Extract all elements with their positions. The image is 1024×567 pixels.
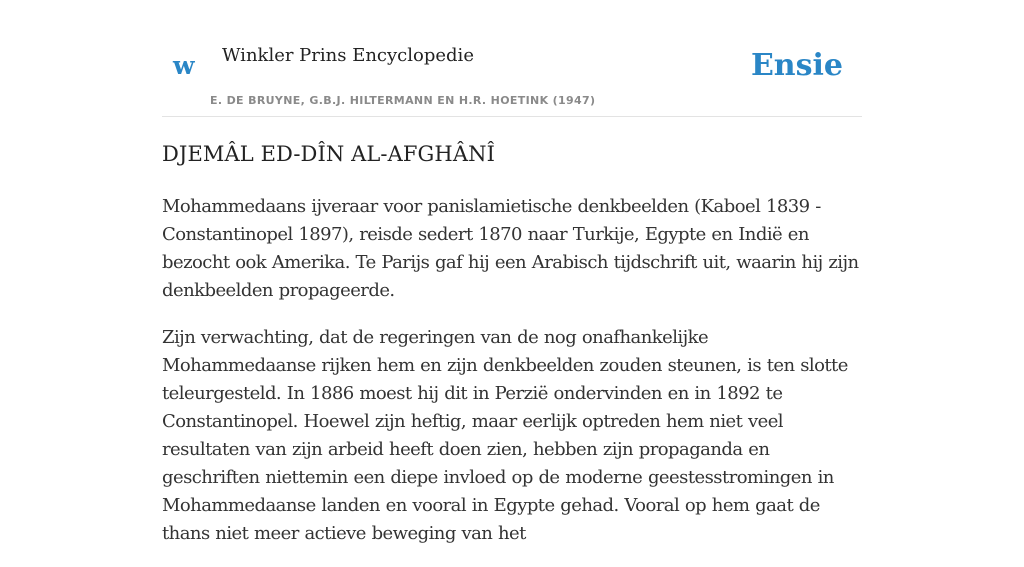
entry-paragraph: Mohammedaans ijveraar voor panislamietische denkbeelden (Kaboel 1839 - Constantinopel 1897), reisde sedert 1870 naar Turkije, Egypte en Indië en bezocht ook Amerika. Te Parijs gaf hij een Arabisch tijdschrift uit, waarin hij zijn denkbeelden propageerde.: [162, 196, 859, 301]
publication-title[interactable]: Winkler Prins Encyclopedie: [222, 45, 474, 66]
page-header: [162, 0, 862, 117]
ensie-logo-link[interactable]: Ensie: [750, 48, 843, 83]
entry-paragraph: Zijn verwachting, dat de regeringen van de nog onafhankelijke Mohammedaanse rijken hem en zijn denkbeelden zouden steunen, is ten slotte teleurgesteld. In 1886 moest hij dit in Perzië ondervinden en in 1892 te Constantinopel. Hoewel zijn heftig, maar eerlijk optreden hem niet veel resultaten van zijn arbeid heeft doen zien, hebben zijn propaganda en geschriften niettemin een diepe invloed op de moderne geestesstromingen in Mohammedaanse landen en vooral in Egypte gehad. Vooral op hem gaat de thans niet meer actieve beweging van het: [162, 327, 848, 544]
winkler-prins-logo[interactable]: w: [173, 51, 195, 80]
entry-title: DJEMÂL ED-DÎN AL-AFGHÂNÎ: [162, 142, 495, 166]
publication-authors: E. DE BRUYNE, G.B.J. HILTERMANN EN H.R. HOETINK (1947): [210, 94, 596, 107]
entry-body: [162, 193, 862, 567]
